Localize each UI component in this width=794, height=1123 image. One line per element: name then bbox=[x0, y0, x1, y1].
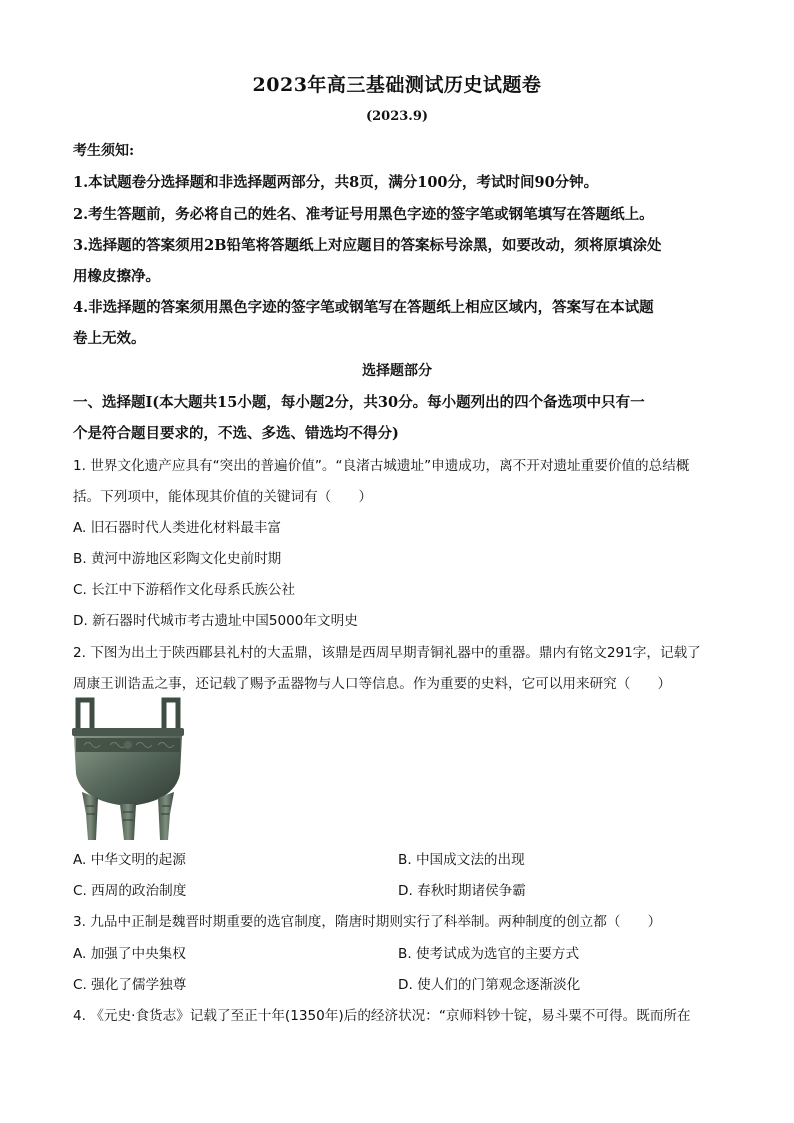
q2-option-b: B. 中国成文法的出现 bbox=[398, 852, 525, 868]
part-heading-line-2: 个是符合题目要求的，不选、多选、错选均不得分) bbox=[73, 425, 399, 442]
bronze-ding-image bbox=[70, 694, 186, 840]
notice-line-3: 3.选择题的答案须用2B铅笔将答题纸上对应题目的答案标号涂黑，如要改动，须将原填涂处 bbox=[73, 237, 662, 254]
section-title: 选择题部分 bbox=[362, 363, 432, 379]
page-title: 2023年高三基础测试历史试题卷 bbox=[252, 74, 542, 96]
q3-option-b: B. 使考试成为选官的主要方式 bbox=[398, 946, 580, 962]
q1-stem-line-2: 括。下列项中，能体现其价值的关键词有（ ） bbox=[73, 489, 373, 505]
q2-option-d: D. 春秋时期诸侯争霸 bbox=[398, 883, 526, 899]
exam-date: (2023.9) bbox=[365, 109, 429, 124]
q3-option-c: C. 强化了儒学独尊 bbox=[73, 977, 187, 993]
q2-option-c: C. 西周的政治制度 bbox=[73, 883, 187, 899]
q2-stem-line-2: 周康王训诰盂之事，还记载了赐予盂器物与人口等信息。作为重要的史料，它可以用来研究（ ） bbox=[73, 676, 672, 692]
q4-stem-line-1: 4. 《元史·食货志》记载了至正十年(1350年)后的经济状况：“京师料钞十锭，易斗粟不可得。既而所在 bbox=[73, 1008, 691, 1024]
part-heading-line-1: 一、选择题Ⅰ(本大题共15小题，每小题2分，共30分。每小题列出的四个备选项中只有一 bbox=[73, 394, 645, 411]
q3-option-d: D. 使人们的门第观念逐渐淡化 bbox=[398, 977, 581, 993]
q3-stem-line-1: 3. 九品中正制是魏晋时期重要的选官制度，隋唐时期则实行了科举制。两种制度的创立都（ ） bbox=[73, 914, 662, 930]
notice-line-1: 1.本试题卷分选择题和非选择题两部分，共8页，满分100分，考试时间90分钟。 bbox=[73, 174, 599, 191]
notice-line-3-cont: 用橡皮擦净。 bbox=[73, 268, 160, 285]
notice-heading: 考生须知: bbox=[73, 143, 135, 159]
q2-stem-line-1: 2. 下图为出土于陕西郿县礼村的大盂鼎，该鼎是西周早期青铜礼器中的重器。鼎内有铭文291字，记载了 bbox=[73, 645, 701, 661]
q1-option-d: D. 新石器时代城市考古遗址中国5000年文明史 bbox=[73, 613, 358, 629]
q1-option-c: C. 长江中下游稻作文化母系氏族公社 bbox=[73, 582, 296, 598]
q1-option-a: A. 旧石器时代人类进化材料最丰富 bbox=[73, 520, 282, 536]
q2-option-a: A. 中华文明的起源 bbox=[73, 852, 186, 868]
q3-option-a: A. 加强了中央集权 bbox=[73, 946, 186, 962]
q1-option-b: B. 黄河中游地区彩陶文化史前时期 bbox=[73, 551, 282, 567]
notice-line-4-cont: 卷上无效。 bbox=[73, 330, 146, 347]
q1-stem-line-1: 1. 世界文化遗产应具有“突出的普遍价值”。“良渚古城遗址”申遗成功，离不开对遗址重要价值的总结概 bbox=[73, 458, 690, 474]
notice-line-2: 2.考生答题前，务必将自己的姓名、准考证号用黑色字迹的签字笔或钢笔填写在答题纸上。 bbox=[73, 206, 654, 223]
notice-line-4: 4.非选择题的答案须用黑色字迹的签字笔或钢笔写在答题纸上相应区域内，答案写在本试题 bbox=[73, 299, 654, 316]
